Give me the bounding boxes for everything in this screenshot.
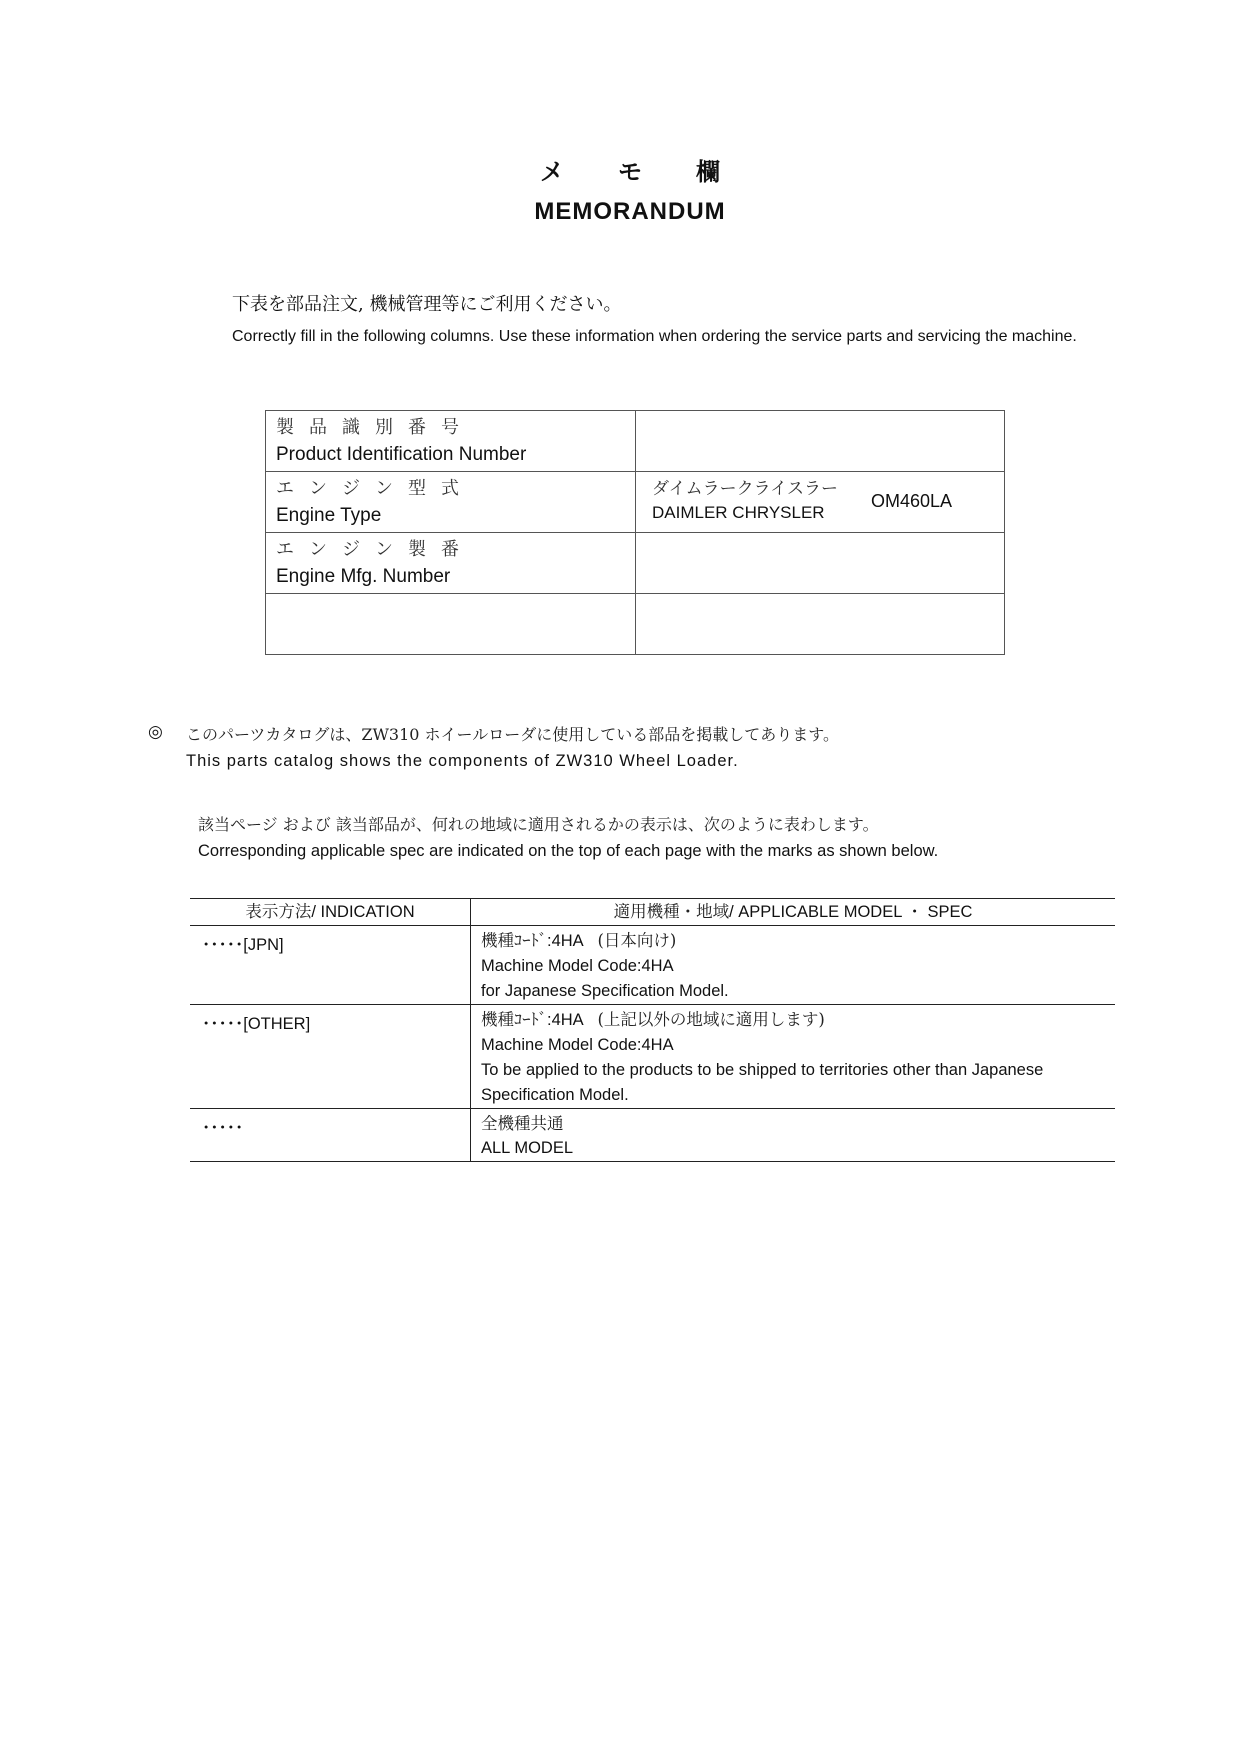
table-row <box>266 594 1005 655</box>
engine-mfg-number-value-field[interactable] <box>636 533 1005 594</box>
engine-model: OM460LA <box>871 491 953 511</box>
table-row <box>190 926 1115 1005</box>
table-row <box>266 472 1005 533</box>
corresponding-japanese: 該当ページ および 該当部品が、何れの地域に適用されるかの表示は、次のように表わします。 <box>198 815 879 834</box>
label-cell <box>266 472 636 533</box>
model-code-line: 機種ｺｰﾄﾞ:4HA (日本向け) <box>481 931 677 950</box>
label-japanese: エ ン ジ ン 型 式 <box>276 478 459 499</box>
corresponding-english: Corresponding applicable spec are indicated on the top of each page with the marks as shown below. <box>198 842 939 860</box>
text-line: ALL MODEL <box>481 1139 574 1157</box>
text-line: To be applied to the products to be shipped to territories other than Japanese <box>481 1061 1044 1079</box>
title-char: メ <box>540 158 564 186</box>
intro-japanese: 下表を部品注文, 機械管理等にご利用ください。 <box>232 294 622 315</box>
label-japanese: 製 品 識 別 番 号 <box>276 417 459 438</box>
label-english: Engine Mfg. Number <box>276 566 451 587</box>
label-english: Product Identification Number <box>276 444 527 465</box>
table-row <box>190 1109 1115 1162</box>
product-id-value-field[interactable] <box>636 411 1005 472</box>
indication-cell: ･････[OTHER] <box>190 1005 471 1109</box>
label-cell <box>266 411 636 472</box>
model-code-line: 機種ｺｰﾄﾞ:4HA (上記以外の地域に適用します) <box>481 1010 825 1029</box>
text-line: 全機種共通 <box>481 1114 564 1133</box>
label-japanese: エ ン ジ ン 製 番 <box>276 539 459 560</box>
label-english: Engine Type <box>276 505 382 526</box>
note-mark-icon: ◎ <box>148 722 163 742</box>
indication-cell: ･････ <box>190 1109 471 1162</box>
identification-table <box>265 410 1005 655</box>
text-line: Machine Model Code:4HA <box>481 1036 674 1054</box>
table-header-row <box>190 899 1115 926</box>
applicable-cell <box>471 926 1116 1005</box>
column-header-indication: 表示方法/ INDICATION <box>190 899 471 926</box>
text-line: Machine Model Code:4HA <box>481 957 674 975</box>
engine-type-value-cell <box>636 472 1005 533</box>
page-title: MEMORANDUM <box>534 198 726 225</box>
note-english: This parts catalog shows the components of ZW310 Wheel Loader. <box>186 752 739 770</box>
engine-maker-english: DAIMLER CHRYSLER <box>652 503 825 522</box>
applicable-cell <box>471 1005 1116 1109</box>
spec-table <box>190 898 1115 1162</box>
page-title-japanese <box>0 152 1240 187</box>
title-char: 欄 <box>696 158 720 186</box>
title-char: モ <box>618 158 642 186</box>
label-cell <box>266 533 636 594</box>
blank-value-field[interactable] <box>636 594 1005 655</box>
text-line: Specification Model. <box>481 1086 629 1104</box>
indication-cell: ･････[JPN] <box>190 926 471 1005</box>
blank-label-cell[interactable] <box>266 594 636 655</box>
note-japanese: このパーツカタログは、ZW310 ホイールローダに使用している部品を掲載してあります。 <box>186 725 839 744</box>
applicable-cell <box>471 1109 1116 1162</box>
text-line: for Japanese Specification Model. <box>481 982 729 1000</box>
column-header-applicable: 適用機種・地域/ APPLICABLE MODEL ・ SPEC <box>471 899 1116 926</box>
engine-maker-japanese: ダイムラークライスラー <box>652 479 838 499</box>
table-row <box>266 533 1005 594</box>
intro-english: Correctly fill in the following columns. Use these information when ordering the service parts and servicing the machine. <box>232 328 1077 345</box>
table-row <box>266 411 1005 472</box>
table-row <box>190 1005 1115 1109</box>
